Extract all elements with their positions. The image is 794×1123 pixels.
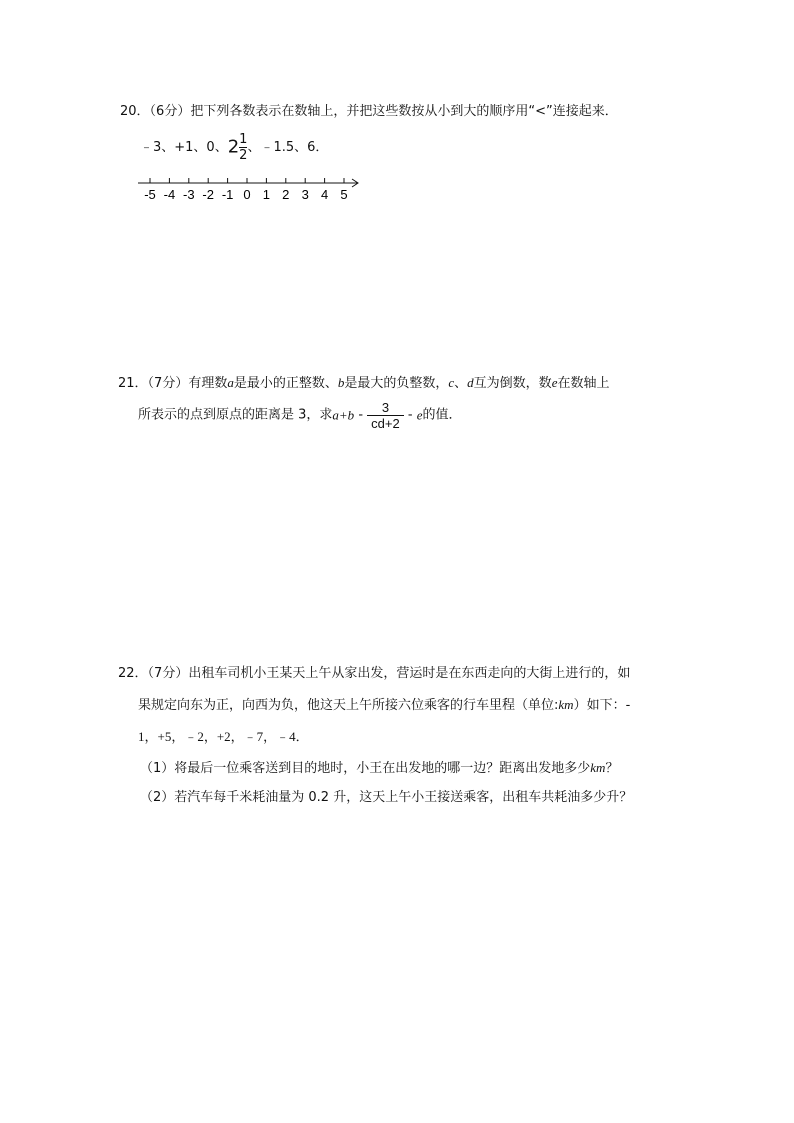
q21-number: 21． xyxy=(118,376,148,391)
q21-var-b: b xyxy=(337,375,345,390)
q22-sub2 xyxy=(140,790,632,806)
q22-sub1-unit: km xyxy=(590,760,606,775)
q21-var-a: a xyxy=(227,375,234,390)
q21-expr-ab: a+b xyxy=(332,407,355,423)
q22-sub1-text: （1）将最后一位乘客送到目的地时，小王在出发地的哪一边？距离出发地多少 xyxy=(140,761,591,776)
q21-score: （7分） xyxy=(147,376,189,391)
number-line-tick-label: -5 xyxy=(144,187,156,202)
number-line-tick-label: -1 xyxy=(221,187,234,202)
q20-mixed-whole: 2 xyxy=(227,136,240,158)
q21-text: 互为倒数，数 xyxy=(473,376,552,391)
q21-minus: - xyxy=(354,407,368,423)
q21-expr-e: e xyxy=(416,407,423,423)
q21-frac-den: cd+2 xyxy=(371,416,400,431)
q20-score: （6分） xyxy=(149,104,191,119)
q21-minus: - xyxy=(403,407,417,423)
q22-line2 xyxy=(138,697,630,714)
q20-number: 20． xyxy=(120,104,150,119)
q22-unit: km xyxy=(558,697,574,712)
number-line-tick-label: 0 xyxy=(243,187,251,202)
q20-numbers xyxy=(140,132,328,163)
q22-values: 1，+5，﹣2，+2，﹣7，﹣4． xyxy=(138,729,309,744)
q21-text: 的值． xyxy=(422,407,462,423)
q22-text: 出租车司机小王某天上午从家出发，营运时是在东西走向的大街上进行的，如 xyxy=(188,666,631,681)
q20-mixed-den: 2 xyxy=(239,148,248,163)
number-line-tick-label: 3 xyxy=(301,187,309,202)
q22-sub1-text: ？ xyxy=(605,761,619,776)
q20-numbers-before: ﹣3、+1、0、 xyxy=(140,140,228,155)
q21-frac-num: 3 xyxy=(381,400,390,415)
q22-line1 xyxy=(118,666,630,682)
number-line-tick-label: -4 xyxy=(163,187,176,202)
q22-line3 xyxy=(138,729,309,745)
q21-text: 是最小的正整数、 xyxy=(233,376,338,391)
q22-number: 22． xyxy=(118,666,148,681)
q21-fraction xyxy=(367,400,404,431)
q22-text: 果规定向东为正，向西为负，他这天上午所接六位乘客的行车里程（单位: xyxy=(138,698,559,713)
number-line-tick-label: 1 xyxy=(262,187,271,202)
q21-text: 、 xyxy=(454,376,468,391)
number-line-tick-label: -3 xyxy=(183,187,195,202)
number-line-tick-label: 2 xyxy=(282,187,290,202)
number-line xyxy=(136,172,366,204)
q20-line1 xyxy=(120,104,618,120)
q22-sub1 xyxy=(140,760,618,777)
q20-numbers-after: 、﹣1.5、6． xyxy=(247,140,329,155)
q22-sub2-text: （2）若汽车每千米耗油量为 0.2 升，这天上午小王接送乘客，出租车共耗油多少升？ xyxy=(140,790,633,805)
q22-text: ）如下：- xyxy=(573,698,631,713)
q22-score: （7分） xyxy=(147,666,189,681)
q21-line1 xyxy=(118,375,609,392)
number-line-tick-label: -2 xyxy=(202,187,214,202)
q21-text: 是最大的负整数， xyxy=(344,376,449,391)
q21-var-c: c xyxy=(448,375,455,390)
q21-var-d: d xyxy=(467,375,474,390)
q21-text: 有理数 xyxy=(188,376,228,391)
q21-var-e: e xyxy=(551,375,558,390)
q21-line2 xyxy=(138,400,461,431)
number-line-tick-label: 4 xyxy=(320,187,329,202)
q21-text: 在数轴上 xyxy=(557,376,610,391)
q21-text: 所表示的点到原点的距离是 3，求 xyxy=(138,407,333,423)
q20-mixed-num: 1 xyxy=(239,132,248,147)
number-line-tick-label: 5 xyxy=(340,187,348,202)
q20-text: 把下列各数表示在数轴上，并把这些数按从小到大的顺序用“<”连接起来． xyxy=(190,104,618,119)
